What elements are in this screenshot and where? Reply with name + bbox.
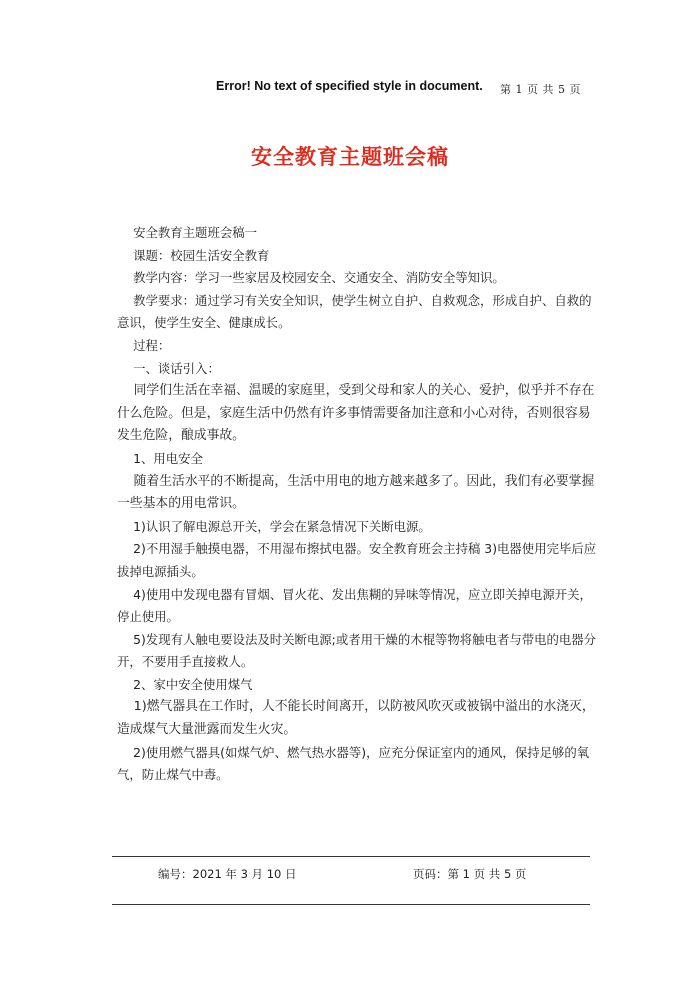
document-title: 安全教育主题班会稿	[251, 145, 449, 169]
document-body	[117, 222, 597, 787]
footer-date: 2021 年 3 月 10 日	[192, 867, 297, 881]
paragraph: 教学要求：通过学习有关安全知识，使学生树立自护、自救观念，形成自护、自救的意识，使学生安全、健康成长。	[117, 292, 592, 331]
paragraph: 1)燃气器具在工作时，人不能长时间离开，以防被风吹灭或被锅中溢出的水浇灭，造成煤气大量泄露而发生火灾。	[117, 699, 595, 738]
footer-number	[158, 866, 297, 882]
paragraph: 4)使用中发现电器有冒烟、冒火花、发出焦糊的异味等情况，应立即关掉电源开关，停止使用。	[117, 586, 592, 625]
paragraph: 5)发现有人触电要设法及时关断电源;或者用干燥的木棍等物将触电者与带电的电器分开，不要用手直接救人。	[117, 631, 597, 670]
paragraph: 2)使用燃气器具(如煤气炉、燃气热水器等)，应充分保证室内的通风，保持足够的氧气，防止煤气中毒。	[117, 744, 590, 783]
header-error-text: Error! No text of specified style in document.	[216, 79, 483, 93]
paragraph: 1、用电安全	[133, 450, 203, 466]
paragraph: 随着生活水平的不断提高，生活中用电的地方越来越多了。因此，我们有必要掌握一些基本的用电常识。	[117, 473, 595, 512]
paragraph: 一、谈话引入：	[133, 360, 220, 376]
paragraph: 课题：校园生活安全教育	[133, 247, 270, 263]
paragraph: 2、家中安全使用煤气	[133, 676, 253, 692]
footer-divider-bottom	[112, 904, 590, 905]
paragraph: 1)认识了解电源总开关，学会在紧急情况下关断电源。	[133, 518, 431, 534]
paragraph: 同学们生活在幸福、温暖的家庭里，受到父母和家人的关心、爱护，似乎并不存在什么危险。但是，家庭生活中仍然有许多事情需要备加注意和小心对待，否则很容易发生危险，酿成事故。	[117, 383, 595, 444]
footer-divider-top	[112, 856, 590, 857]
footer-number-label: 编号：	[158, 867, 193, 881]
paragraph: 教学内容：学习一些家居及校园安全、交通安全、消防安全等知识。	[133, 270, 505, 286]
paragraph: 2)不用湿手触摸电器，不用湿布擦拭电器。安全教育班会主持稿 3)电器使用完毕后应拔掉电源插头。	[117, 541, 597, 579]
footer-page-info: 页码：第 1 页 共 5 页	[413, 867, 527, 881]
paragraph: 过程：	[133, 337, 171, 353]
header-page-info: 第 1 页 共 5 页	[500, 83, 581, 96]
paragraph: 安全教育主题班会稿一	[133, 225, 258, 240]
